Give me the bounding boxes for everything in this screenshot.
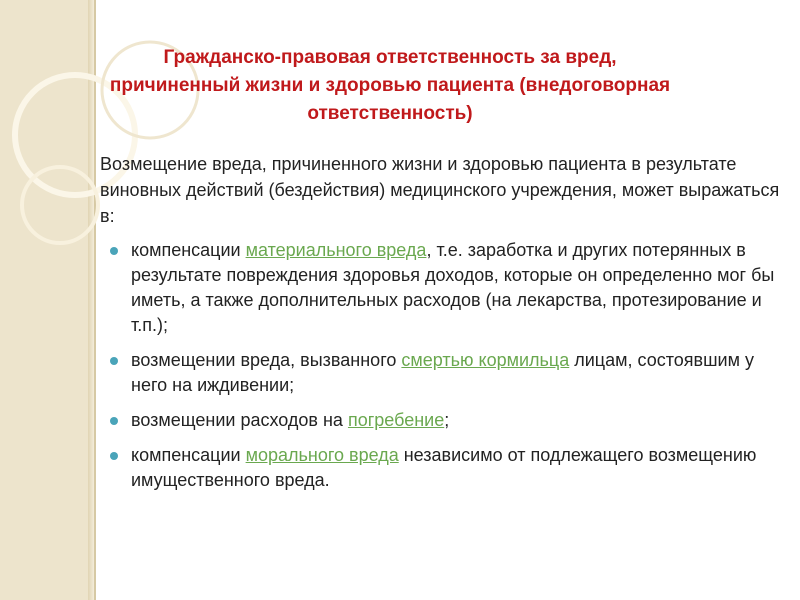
link-moral-damage[interactable]: морального вреда [245,445,399,465]
bullet-dot-icon [110,452,118,460]
bullet-text: , т.е. заработка и других потерянных в результате повреждения здоровья доходов, которые он определенно мог бы иметь, а также дополнительных расходов (на лекарства, протезирование и т.п.); [131,240,775,335]
bullet-item [110,348,790,398]
intro-paragraph: Возмещение вреда, причиненного жизни и здоровью пациента в результате виновных действий (бездействия) медицинского учреждения, может выражаться в: [100,154,780,226]
bullet-dot-icon [110,357,118,365]
bullet-text: возмещении расходов на [131,410,348,430]
bullet-item [110,238,790,338]
bullet-text: независимо от подлежащего возмещению имущественного вреда. [131,445,757,490]
bullet-item [110,443,790,493]
bullet-dot-icon [110,417,118,425]
bullet-text: ; [444,410,450,430]
title-line: ответственность) [307,103,473,124]
deco-circle-small [22,167,98,243]
bullet-dot-icon [110,247,118,255]
bullet-text: лицам, состоявшим у него на иждивении; [131,350,754,395]
bullet-list [110,238,790,493]
bullet-item [110,408,790,433]
title-line: причиненный жизни и здоровью пациента (внедоговорная [109,75,671,96]
link-material-damage[interactable]: материального вреда [245,240,427,260]
slide-title [20,44,760,128]
title-line: Гражданско-правовая ответственность за вред, [163,47,617,68]
link-breadwinner-death[interactable]: смертью кормильца [401,350,570,370]
bullet-text: компенсации [131,240,246,260]
bullet-text: возмещении вреда, вызванного [131,350,402,370]
link-burial[interactable]: погребение [347,410,445,430]
bullet-text: компенсации [131,445,246,465]
